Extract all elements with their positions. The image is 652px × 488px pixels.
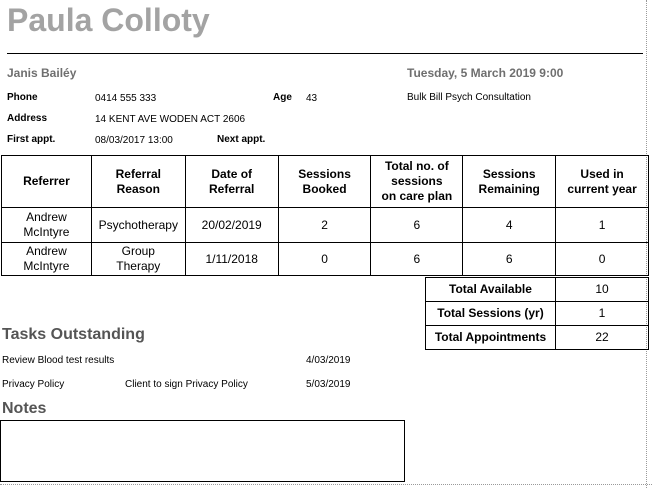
table-row — [2, 208, 649, 243]
cell-referrer: Andrew McIntyre — [2, 243, 92, 276]
total-available-value: 10 — [556, 278, 649, 302]
total-appointments-value: 22 — [556, 326, 649, 350]
cell-sessions-remaining: 6 — [463, 243, 556, 276]
cell-referral-reason: Group Therapy — [91, 243, 185, 276]
task-name: Review Blood test results — [2, 355, 115, 366]
total-sessions-yr-value: 1 — [556, 302, 649, 326]
table-row — [2, 243, 649, 276]
totals-row-appointments — [426, 326, 649, 350]
notes-content — [1, 421, 404, 427]
task-note: Client to sign Privacy Policy — [125, 379, 248, 390]
total-sessions-yr-label: Total Sessions (yr) — [426, 302, 556, 326]
address-label: Address — [7, 113, 48, 124]
totals-row-available — [426, 278, 649, 302]
cell-sessions-booked: 2 — [278, 208, 371, 243]
practitioner-name: Janis Bailéy — [7, 66, 77, 80]
first-appt-value: 08/03/2017 13:00 — [95, 135, 173, 146]
first-appt-label: First appt. — [7, 134, 56, 145]
cell-total-sessions: 6 — [371, 208, 463, 243]
phone-label: Phone — [7, 92, 38, 103]
cell-used-current-year: 1 — [556, 208, 649, 243]
col-header-referrer: Referrer — [2, 156, 92, 208]
totals-row-sessions-yr — [426, 302, 649, 326]
page-border-bottom — [0, 484, 652, 485]
col-header-total-sessions: Total no. of sessions on care plan — [371, 156, 463, 208]
cell-referrer: Andrew McIntyre — [2, 208, 92, 243]
notes-box[interactable] — [0, 420, 405, 482]
task-name: Privacy Policy — [2, 379, 65, 390]
cell-sessions-remaining: 4 — [463, 208, 556, 243]
total-available-label: Total Available — [426, 278, 556, 302]
age-value: 43 — [306, 93, 318, 104]
col-header-date-of-referral: Date of Referral — [185, 156, 278, 208]
total-appointments-label: Total Appointments — [426, 326, 556, 350]
notes-heading: Notes — [2, 400, 47, 417]
patient-name-title: Paula Colloty — [7, 2, 210, 38]
task-date: 4/03/2019 — [306, 355, 351, 366]
phone-value: 0414 555 333 — [95, 93, 157, 104]
address-value: 14 KENT AVE WODEN ACT 2606 — [95, 114, 246, 125]
header-divider — [7, 53, 643, 54]
col-header-referral-reason: Referral Reason — [91, 156, 185, 208]
cell-date-of-referral: 20/02/2019 — [185, 208, 278, 243]
task-date: 5/03/2019 — [306, 379, 351, 390]
cell-referral-reason: Psychotherapy — [91, 208, 185, 243]
cell-date-of-referral: 1/11/2018 — [185, 243, 278, 276]
cell-used-current-year: 0 — [556, 243, 649, 276]
totals-table — [425, 277, 649, 350]
col-header-sessions-remaining: Sessions Remaining — [463, 156, 556, 208]
appointment-datetime: Tuesday, 5 March 2019 9:00 — [407, 66, 564, 80]
consultation-type: Bulk Bill Psych Consultation — [407, 92, 531, 103]
cell-total-sessions: 6 — [371, 243, 463, 276]
col-header-sessions-booked: Sessions Booked — [278, 156, 371, 208]
referrals-header-row — [2, 156, 649, 208]
next-appt-label: Next appt. — [217, 134, 266, 145]
tasks-outstanding-heading: Tasks Outstanding — [2, 326, 145, 343]
age-label: Age — [273, 92, 292, 103]
cell-sessions-booked: 0 — [278, 243, 371, 276]
referrals-table — [1, 155, 649, 276]
col-header-used-current-year: Used in current year — [556, 156, 649, 208]
